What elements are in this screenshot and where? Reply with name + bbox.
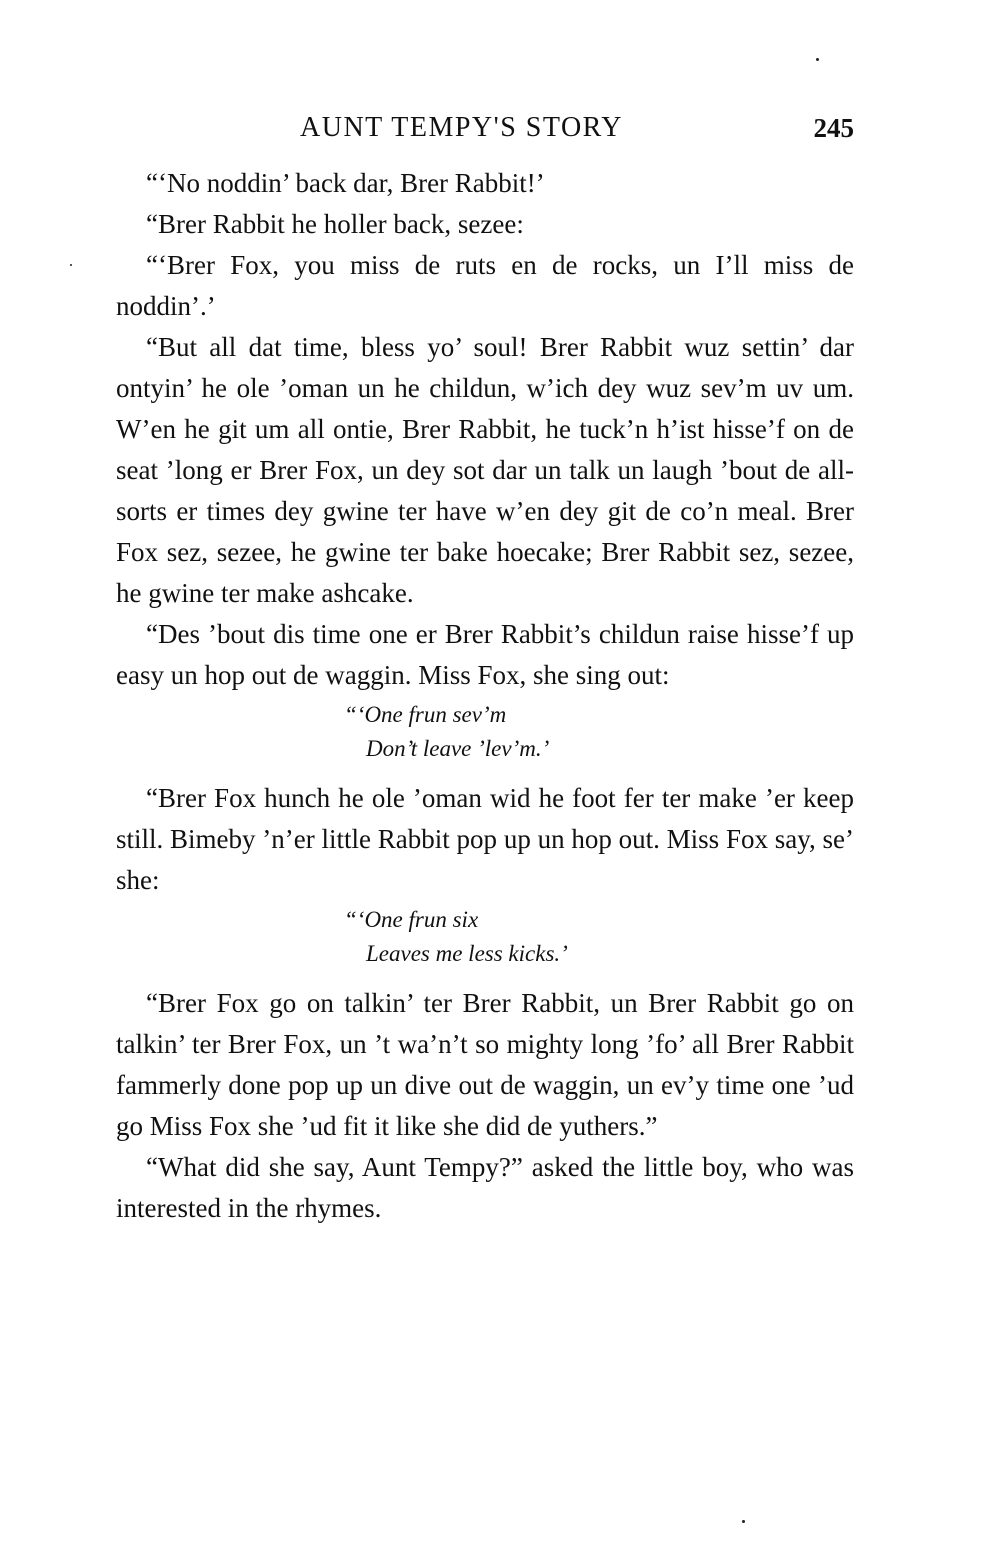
verse-line: Don’t leave ’lev’m.’ xyxy=(366,736,550,761)
page-number: 245 xyxy=(813,113,854,143)
paragraph: “Des ’bout dis time one er Brer Rabbit’s childun raise hisse’f up easy un hop out de waggin. Miss Fox, she sing out: xyxy=(116,619,854,690)
verse-line: “‘One frun six xyxy=(344,907,479,932)
verse-line: “‘One frun sev’m xyxy=(344,702,507,727)
running-title: AUNT TEMPY'S STORY xyxy=(300,112,624,143)
text-block xyxy=(116,163,854,1229)
paragraph: “Brer Rabbit he holler back, sezee: xyxy=(146,209,524,239)
page-speck xyxy=(816,58,819,61)
paragraph: “‘Brer Fox, you miss de ruts en de rocks, un I’ll miss de noddin’.’ xyxy=(116,250,854,321)
running-head xyxy=(116,108,854,148)
paragraph: “Brer Fox hunch he ole ’oman wid he foot fer ter make ’er keep still. Bimeby ’n’er little Rabbit pop up un hop out. Miss Fox say, se’ she: xyxy=(116,783,854,895)
verse-block xyxy=(116,698,854,766)
paragraph: “Brer Fox go on talkin’ ter Brer Rabbit, un Brer Rabbit go on talkin’ ter Brer Fox, un ’t wa’n’t so mighty long ’fo’ all Brer Rabbit fammerly done pop up un dive out de waggin, un ev’y time one ’ud go Miss Fox she ’ud fit it like she did de yuthers.” xyxy=(116,988,854,1141)
paragraph: “But all dat time, bless yo’ soul! Brer Rabbit wuz settin’ dar ontyin’ he ole ’oman un he childun, w’ich dey wuz sev’m uv um. W’en he git um all ontie, Brer Rabbit, he tuck’n h’ist hisse’f on de seat ’long er Brer Fox, un dey sot dar un talk un laugh ’bout de all-sorts er times dey gwine ter have w’en dey git de co’n meal. Brer Fox sez, sezee, he gwine ter bake hoecake; Brer Rabbit sez, sezee, he gwine ter make ashcake. xyxy=(116,332,854,608)
verse-block xyxy=(116,903,854,971)
page-speck xyxy=(742,1520,745,1523)
verse-line: Leaves me less kicks.’ xyxy=(366,941,568,966)
page-speck xyxy=(70,264,72,266)
paragraph: “‘No noddin’ back dar, Brer Rabbit!’ xyxy=(146,168,545,198)
paragraph: “What did she say, Aunt Tempy?” asked the little boy, who was interested in the rhymes. xyxy=(116,1152,854,1223)
